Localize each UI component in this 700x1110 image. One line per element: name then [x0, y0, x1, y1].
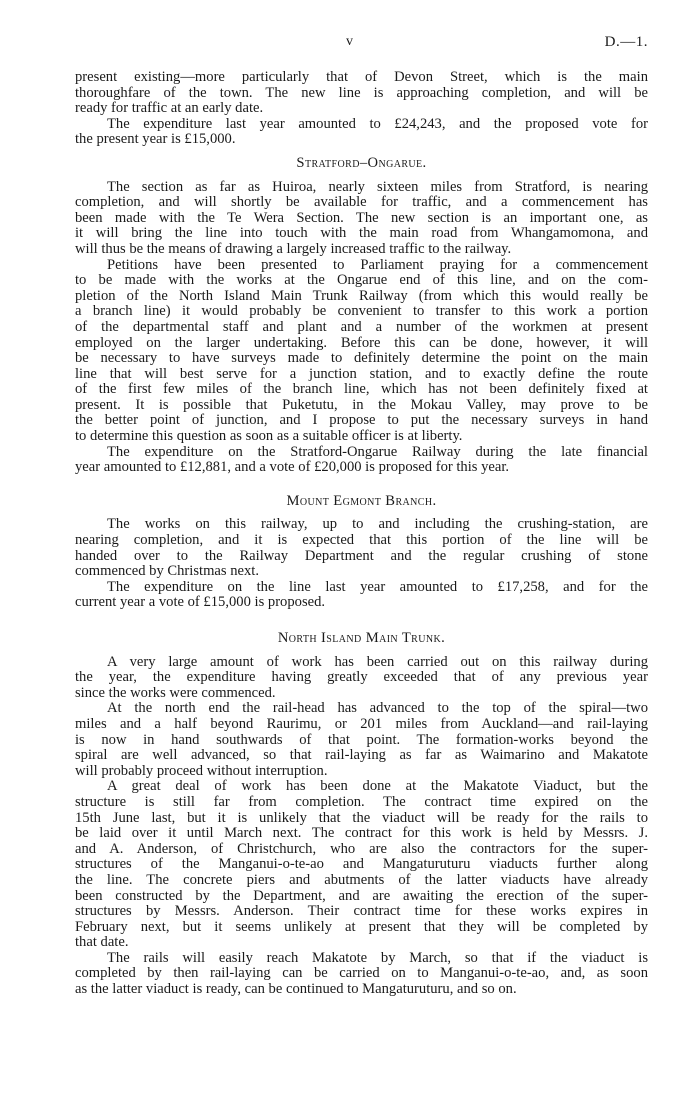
text-line: of the first few miles of the branch line, which has not been definitely fixed at: [75, 381, 648, 398]
text-line: the better point of junction, and I propose to put the necessary surveys in hand: [75, 412, 648, 429]
paragraph: [75, 180, 648, 258]
text-line: completed by then rail-laying can be carried on to Manganui-o-te-ao, and, as soon: [75, 965, 648, 982]
text-line: thoroughfare of the town. The new line is approaching completion, and will be: [75, 84, 648, 101]
text-line: to determine this question as soon as a suitable officer is at liberty.: [75, 428, 463, 445]
paragraph: [75, 701, 648, 779]
text-line: and A. Anderson, of Christchurch, who are also the contractors for the super-: [75, 840, 648, 857]
text-line: present. It is possible that Puketutu, in the Mokau Valley, may prove to be: [75, 396, 648, 413]
text-line: the present year is £15,000.: [75, 131, 236, 148]
text-line: A very large amount of work has been carried out on this railway during: [107, 653, 648, 670]
text-line: structures of the Manganui-o-te-ao and Mangaturuturu viaducts further along: [75, 856, 648, 873]
text-line: a branch line) it would probably be convenient to transfer to this work a portion: [75, 303, 648, 320]
paragraph: [75, 517, 648, 579]
text-line: been constructed by the Department, and are awaiting the erection of the super-: [75, 887, 648, 904]
text-line: will thus be the means of drawing a largely increased traffic to the railway.: [75, 240, 512, 257]
document-body: [75, 70, 648, 998]
text-line: present existing—more particularly that of Devon Street, which is the main: [75, 69, 648, 85]
text-line: it will bring the line into touch with the main road from Whangamomona, and: [75, 225, 648, 242]
text-line: line that will best serve for a junction station, and to exactly define the route: [75, 365, 648, 382]
paragraph: [75, 580, 648, 611]
text-line: the year, the expenditure having greatly exceeded that of any previous year: [75, 669, 648, 686]
text-line: ready for traffic at an early date.: [75, 100, 264, 117]
text-line: of the departmental staff and plant and a number of the workmen at present: [75, 318, 648, 335]
text-line: been made with the Te Wera Section. The new section is an important one, as: [75, 209, 648, 226]
text-line: to be made with the works at the Ongarue end of this line, and on the com-: [75, 272, 648, 289]
text-line: employed on the larger undertaking. Before this can be done, however, it will: [75, 334, 648, 351]
text-line: nearing completion, and it is expected that this portion of the line will be: [75, 532, 648, 549]
text-line: completion, and will shortly be available for traffic, and a commencement has: [75, 194, 648, 211]
text-line: Petitions have been presented to Parliament praying for a commencement: [107, 256, 648, 273]
paragraph: [75, 655, 648, 702]
paragraph: [75, 70, 648, 117]
text-line: February next, but it seems unlikely at present that they will be completed by: [75, 918, 648, 935]
text-line: The expenditure on the Stratford-Ongarue Railway during the late financial: [107, 443, 648, 460]
document-reference: D.—1.: [604, 34, 648, 50]
text-line: The works on this railway, up to and including the crushing-station, are: [107, 516, 648, 533]
text-line: as the latter viaduct is ready, can be continued to Mangaturuturu, and so on.: [75, 981, 517, 998]
text-line: At the north end the rail-head has advanced to the top of the spiral—two: [107, 700, 648, 717]
text-line: be laid over it until March next. The contract for this work is held by Messrs. J.: [75, 825, 648, 842]
paragraph: [75, 117, 648, 148]
text-line: A great deal of work has been done at the Makatote Viaduct, but the: [107, 778, 648, 795]
text-line: 15th June last, but it is unlikely that the viaduct will be ready for the rails to: [75, 809, 648, 826]
page-numeral: v: [346, 34, 353, 49]
text-line: The expenditure last year amounted to £24,243, and the proposed vote for: [107, 115, 648, 132]
section-heading: Mount Egmont Branch.: [286, 492, 437, 509]
text-line: spiral are well advanced, so that rail-laying as far as Waimarino and Makatote: [75, 747, 648, 764]
text-line: The rails will easily reach Makatote by March, so that if the viaduct is: [107, 949, 648, 966]
paragraph: [75, 258, 648, 445]
text-line: will probably proceed without interruption.: [75, 762, 328, 779]
paragraph: [75, 445, 648, 476]
text-line: be necessary to have surveys made to definitely determine the point on the main: [75, 350, 648, 367]
paragraph: [75, 779, 648, 951]
text-line: the line. The concrete piers and abutments of the latter viaducts have already: [75, 871, 648, 888]
text-line: pletion of the North Island Main Trunk Railway (from which this would really be: [75, 287, 648, 304]
text-line: since the works were commenced.: [75, 684, 276, 701]
text-line: The expenditure on the line last year amounted to £17,258, and for the: [107, 578, 648, 595]
text-line: structure is still far from completion. The contract time expired on the: [75, 793, 648, 810]
text-line: current year a vote of £15,000 is proposed.: [75, 594, 326, 611]
text-line: The section as far as Huiroa, nearly sixteen miles from Stratford, is nearing: [107, 178, 648, 195]
text-line: is now in hand southwards of that point. The formation-works beyond the: [75, 731, 648, 748]
text-line: handed over to the Railway Department and the regular crushing of stone: [75, 547, 648, 564]
paragraph: [75, 951, 648, 998]
text-line: commenced by Christmas next.: [75, 563, 260, 580]
text-line: miles and a half beyond Raurimu, or 201 miles from Auckland—and rail-laying: [75, 715, 648, 732]
section-heading: Stratford–Ongarue.: [296, 154, 427, 171]
text-line: structures by Messrs. Anderson. Their contract time for these works expires in: [75, 903, 648, 920]
text-line: year amounted to £12,881, and a vote of £20,000 is proposed for this year.: [75, 459, 510, 476]
text-line: that date.: [75, 934, 129, 951]
section-heading: North Island Main Trunk.: [277, 630, 446, 646]
